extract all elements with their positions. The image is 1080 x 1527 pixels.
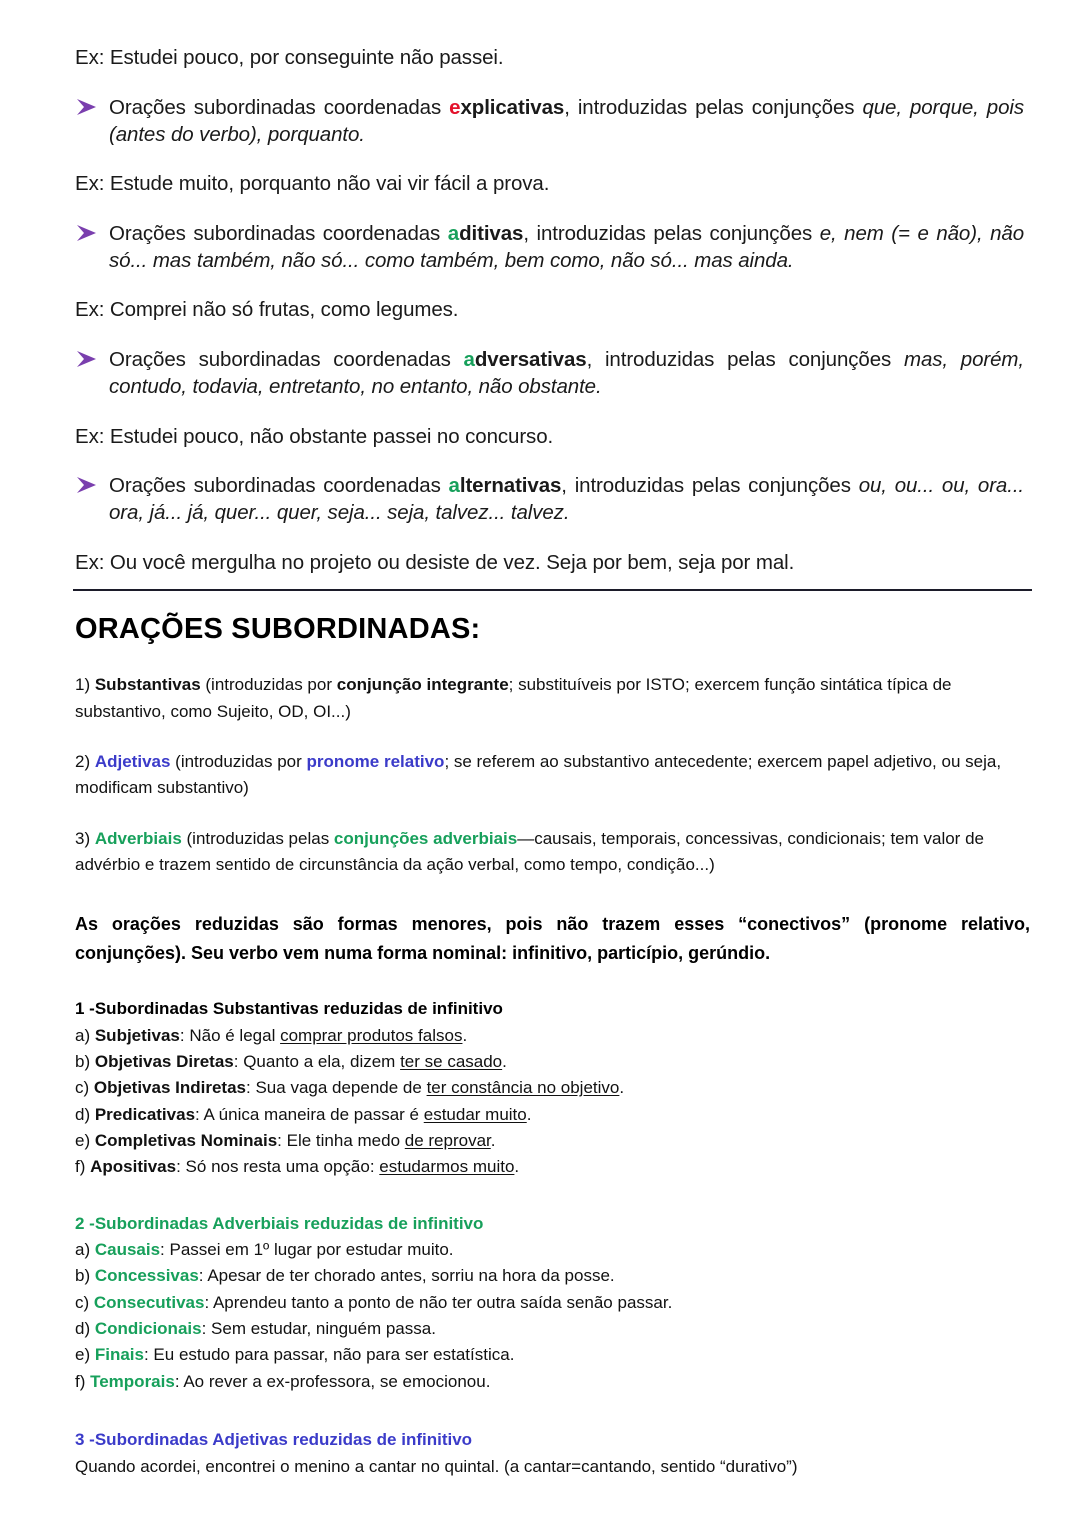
item-label: Predicativas	[94, 1104, 196, 1124]
keyword-explicativas	[449, 96, 564, 119]
item-label: Completivas Nominais	[94, 1130, 278, 1150]
bullet-text-adversativas	[109, 346, 1024, 401]
item-underlined: ter se casado	[400, 1051, 503, 1071]
item-underlined: comprar produtos falsos	[280, 1025, 463, 1045]
item-label: Subjetivas	[94, 1025, 180, 1045]
item-label: Condicionais	[94, 1319, 202, 1339]
bullet-italic-tail-2: mas, porém, contudo, todavia, entretanto, no entanto, não obstante.	[109, 348, 1025, 399]
item-sep: :	[198, 1266, 208, 1286]
bullet-text-alternativas	[109, 472, 1024, 527]
keyword-first-letter-1: a	[447, 221, 460, 245]
item-label: Apositivas	[90, 1157, 177, 1177]
group-title-1	[75, 996, 1036, 1022]
item-label: Causais	[94, 1240, 161, 1260]
item-sep: :	[174, 1371, 184, 1391]
group-number-2: 2 -	[75, 1213, 95, 1233]
keyword-first-letter-0: e	[449, 95, 461, 119]
item-text: Apesar de ter chorado antes, sorriu na hora da posse.	[207, 1266, 615, 1286]
item-letter: f)	[75, 1157, 91, 1177]
bullet-mid-1: , introduzidas pelas conjunções	[523, 221, 820, 245]
example-line-aditivas: Ex: Comprei não só frutas, como legumes.	[75, 298, 459, 322]
item-letter: f)	[75, 1371, 91, 1391]
item-sep: :	[204, 1292, 213, 1312]
item-label: Finais	[94, 1345, 144, 1365]
coordinated-clauses-section	[0, 0, 1080, 576]
keyword-alternativas	[449, 474, 562, 497]
item-pre: A única maneira de passar é	[203, 1104, 424, 1124]
item-letter: d)	[75, 1319, 95, 1339]
item-text: Ao rever a ex-professora, se emocionou.	[183, 1371, 491, 1391]
arrow-bullet-icon	[75, 346, 109, 368]
bullet-mid-0: , introduzidas pelas conjunções	[564, 95, 863, 119]
item-text: Passei em 1º lugar por estudar muito.	[169, 1240, 454, 1260]
keyword-rest-1: ditivas	[459, 221, 524, 245]
example-line-explicativas: Ex: Estude muito, porquanto não vai vir fácil a prova.	[75, 172, 550, 196]
group-title-2	[75, 1211, 1036, 1237]
item-label: Consecutivas	[93, 1292, 205, 1312]
item-underlined: estudarmos muito	[379, 1157, 515, 1177]
item-sep: :	[179, 1025, 190, 1045]
item-name-1: Substantivas	[94, 675, 201, 695]
item-letter: e)	[75, 1130, 95, 1150]
bullet-lead-0: Orações subordinadas coordenadas	[109, 95, 450, 119]
item-pre: Só nos resta uma opção:	[185, 1157, 380, 1177]
item-pre: Ele tinha medo	[286, 1130, 405, 1150]
item-number-1: 1)	[75, 675, 95, 695]
item-sep: :	[176, 1157, 186, 1177]
group-text-2: Subordinadas Adverbiais reduzidas de infinitivo	[94, 1213, 484, 1233]
item-letter: e)	[75, 1345, 95, 1365]
example-line-intro: Ex: Estudei pouco, por conseguinte não passei.	[75, 46, 504, 69]
item-post: .	[526, 1104, 532, 1124]
keyword-rest-2: dversativas	[474, 348, 587, 372]
list-item	[75, 1049, 1036, 1075]
example-line-alternativas: Ex: Ou você mergulha no projeto ou desiste de vez. Seja por bem, seja por mal.	[75, 550, 795, 574]
item-label: Temporais	[90, 1371, 175, 1391]
bullet-lead-1: Orações subordinadas coordenadas	[109, 221, 448, 245]
item-inner-3: conjunções adverbiais	[333, 828, 518, 848]
keyword-first-letter-2: a	[463, 348, 475, 372]
keyword-aditivas	[448, 222, 524, 245]
arrow-bullet-icon	[75, 94, 109, 116]
list-item	[75, 1023, 1036, 1049]
item-sep: :	[246, 1078, 256, 1098]
item-name-2: Adjetivas	[94, 752, 171, 772]
item-rest-3: —causais, temporais, concessivas, condicionais; tem valor de advérbio e trazem sentido de circunstância da ação verbal, como tempo, condição...)	[75, 828, 984, 875]
item-post: .	[514, 1157, 520, 1177]
list-item	[75, 1342, 1036, 1368]
list-item	[75, 1290, 1036, 1316]
group-3-example: Quando acordei, encontrei o menino a cantar no quintal. (a cantar=cantando, sentido “durativo”)	[75, 1456, 798, 1476]
item-letter: c)	[75, 1292, 94, 1312]
item-number-3: 3)	[75, 828, 95, 848]
page-title: ORAÇÕES SUBORDINADAS:	[75, 613, 481, 646]
list-item	[75, 1075, 1036, 1101]
item-post: .	[490, 1130, 496, 1150]
list-item	[75, 1102, 1036, 1128]
item-letter: a)	[75, 1240, 95, 1260]
item-post: .	[502, 1051, 507, 1071]
arrow-bullet-icon	[75, 220, 109, 242]
item-number-2: 2)	[75, 752, 95, 772]
item-letter: d)	[75, 1104, 95, 1124]
group-adverbiais-reduzidas	[75, 1211, 1036, 1396]
item-pre: Quanto a ela, dizem	[243, 1051, 401, 1071]
item-open-3: (introduzidas pelas	[181, 828, 334, 848]
list-item	[75, 1316, 1036, 1342]
bullet-mid-3: , introduzidas pelas conjunções	[561, 474, 859, 498]
group-title-3	[75, 1427, 1036, 1453]
item-underlined: estudar muito	[423, 1104, 527, 1124]
bullet-italic-tail-3: ou, ou... ou, ora... ora, já... já, quer... quer, seja... seja, talvez... talvez.	[109, 474, 1025, 525]
group-adjetivas-reduzidas	[75, 1427, 1036, 1480]
bullet-item-explicativas	[75, 94, 1032, 149]
bullet-mid-2: , introduzidas pelas conjunções	[586, 348, 904, 372]
item-label: Concessivas	[94, 1266, 199, 1286]
group-substantivas-reduzidas	[75, 996, 1036, 1181]
item-letter: b)	[75, 1266, 95, 1286]
item-sep: :	[201, 1319, 212, 1339]
item-sep: :	[277, 1130, 287, 1150]
bullet-italic-tail-1: e, nem (= e não), não só... mas também, não só... como também, bem como, não só... mas ainda.	[109, 221, 1024, 273]
item-sep: :	[160, 1240, 170, 1260]
item-letter: b)	[75, 1051, 95, 1071]
item-pre: Não é legal	[189, 1025, 281, 1045]
group-text-1: Subordinadas Substantivas reduzidas de infinitivo	[94, 999, 503, 1019]
item-underlined: ter constância no objetivo	[426, 1078, 620, 1098]
subordinate-clauses-section	[0, 613, 1080, 1480]
bullet-text-explicativas	[109, 94, 1024, 149]
item-sep: :	[143, 1345, 154, 1365]
bullet-item-alternativas	[75, 472, 1032, 527]
item-rest-1: ; substituíveis por ISTO; exercem função sintática típica de substantivo, como Sujeito, OD, OI...)	[75, 675, 952, 721]
list-item	[75, 1369, 1036, 1395]
item-post: .	[619, 1078, 625, 1098]
item-text: Eu estudo para passar, não para ser estatística.	[153, 1345, 515, 1365]
item-letter: c)	[75, 1078, 94, 1098]
item-text: Aprendeu tanto a ponto de não ter outra saída senão passar.	[212, 1292, 673, 1312]
list-item	[75, 1237, 1036, 1263]
bullet-text-aditivas	[109, 220, 1024, 275]
item-open-1: (introduzidas por	[200, 675, 337, 695]
keyword-rest-3: lternativas	[459, 474, 562, 498]
item-open-2: (introduzidas por	[170, 752, 307, 772]
numbered-item-adjetivas	[75, 749, 1015, 802]
list-item	[75, 1128, 1036, 1154]
group-text-3: Subordinadas Adjetivas reduzidas de infinitivo	[94, 1430, 473, 1450]
list-item	[75, 1263, 1036, 1289]
item-sep: :	[233, 1051, 244, 1071]
bullet-lead-2: Orações subordinadas coordenadas	[109, 348, 464, 372]
keyword-first-letter-3: a	[448, 474, 460, 498]
bullet-item-adversativas	[75, 346, 1032, 401]
bullet-italic-tail-0: que, porque, pois (antes do verbo), porquanto.	[109, 95, 1024, 146]
bullet-item-aditivas	[75, 220, 1032, 275]
keyword-adversativas	[464, 348, 587, 371]
keyword-rest-0: xplicativas	[460, 95, 565, 119]
item-name-3: Adverbiais	[94, 828, 182, 848]
section-divider	[73, 589, 1032, 591]
bullet-lead-3: Orações subordinadas coordenadas	[109, 474, 449, 498]
group-number-1: 1 -	[75, 999, 95, 1019]
group-number-3: 3 -	[75, 1430, 95, 1450]
numbered-item-substantivas	[75, 672, 1015, 725]
numbered-item-adverbiais	[75, 826, 1015, 879]
reduced-clauses-paragraph: As orações reduzidas são formas menores, pois não trazem esses “conectivos” (pronome relativo, conjunções). Seu verbo vem numa forma nominal: infinitivo, particípio, gerúndio.	[75, 914, 1030, 964]
item-text: Sem estudar, ninguém passa.	[211, 1319, 436, 1339]
item-label: Objetivas Diretas	[94, 1051, 234, 1071]
example-line-adversativas: Ex: Estudei pouco, não obstante passei no concurso.	[75, 424, 554, 448]
item-inner-2: pronome relativo	[306, 752, 445, 772]
list-item	[75, 1154, 1036, 1180]
item-sep: :	[195, 1104, 204, 1124]
item-rest-2: ; se referem ao substantivo antecedente; exercem papel adjetivo, ou seja, modificam substantivo)	[75, 752, 1002, 798]
arrow-bullet-icon	[75, 472, 109, 494]
item-letter: a)	[75, 1025, 95, 1045]
item-inner-1: conjunção integrante	[336, 675, 509, 695]
item-pre: Sua vaga depende de	[255, 1078, 427, 1098]
item-label: Objetivas Indiretas	[93, 1078, 247, 1098]
item-underlined: de reprovar	[404, 1130, 491, 1150]
item-post: .	[462, 1025, 468, 1045]
